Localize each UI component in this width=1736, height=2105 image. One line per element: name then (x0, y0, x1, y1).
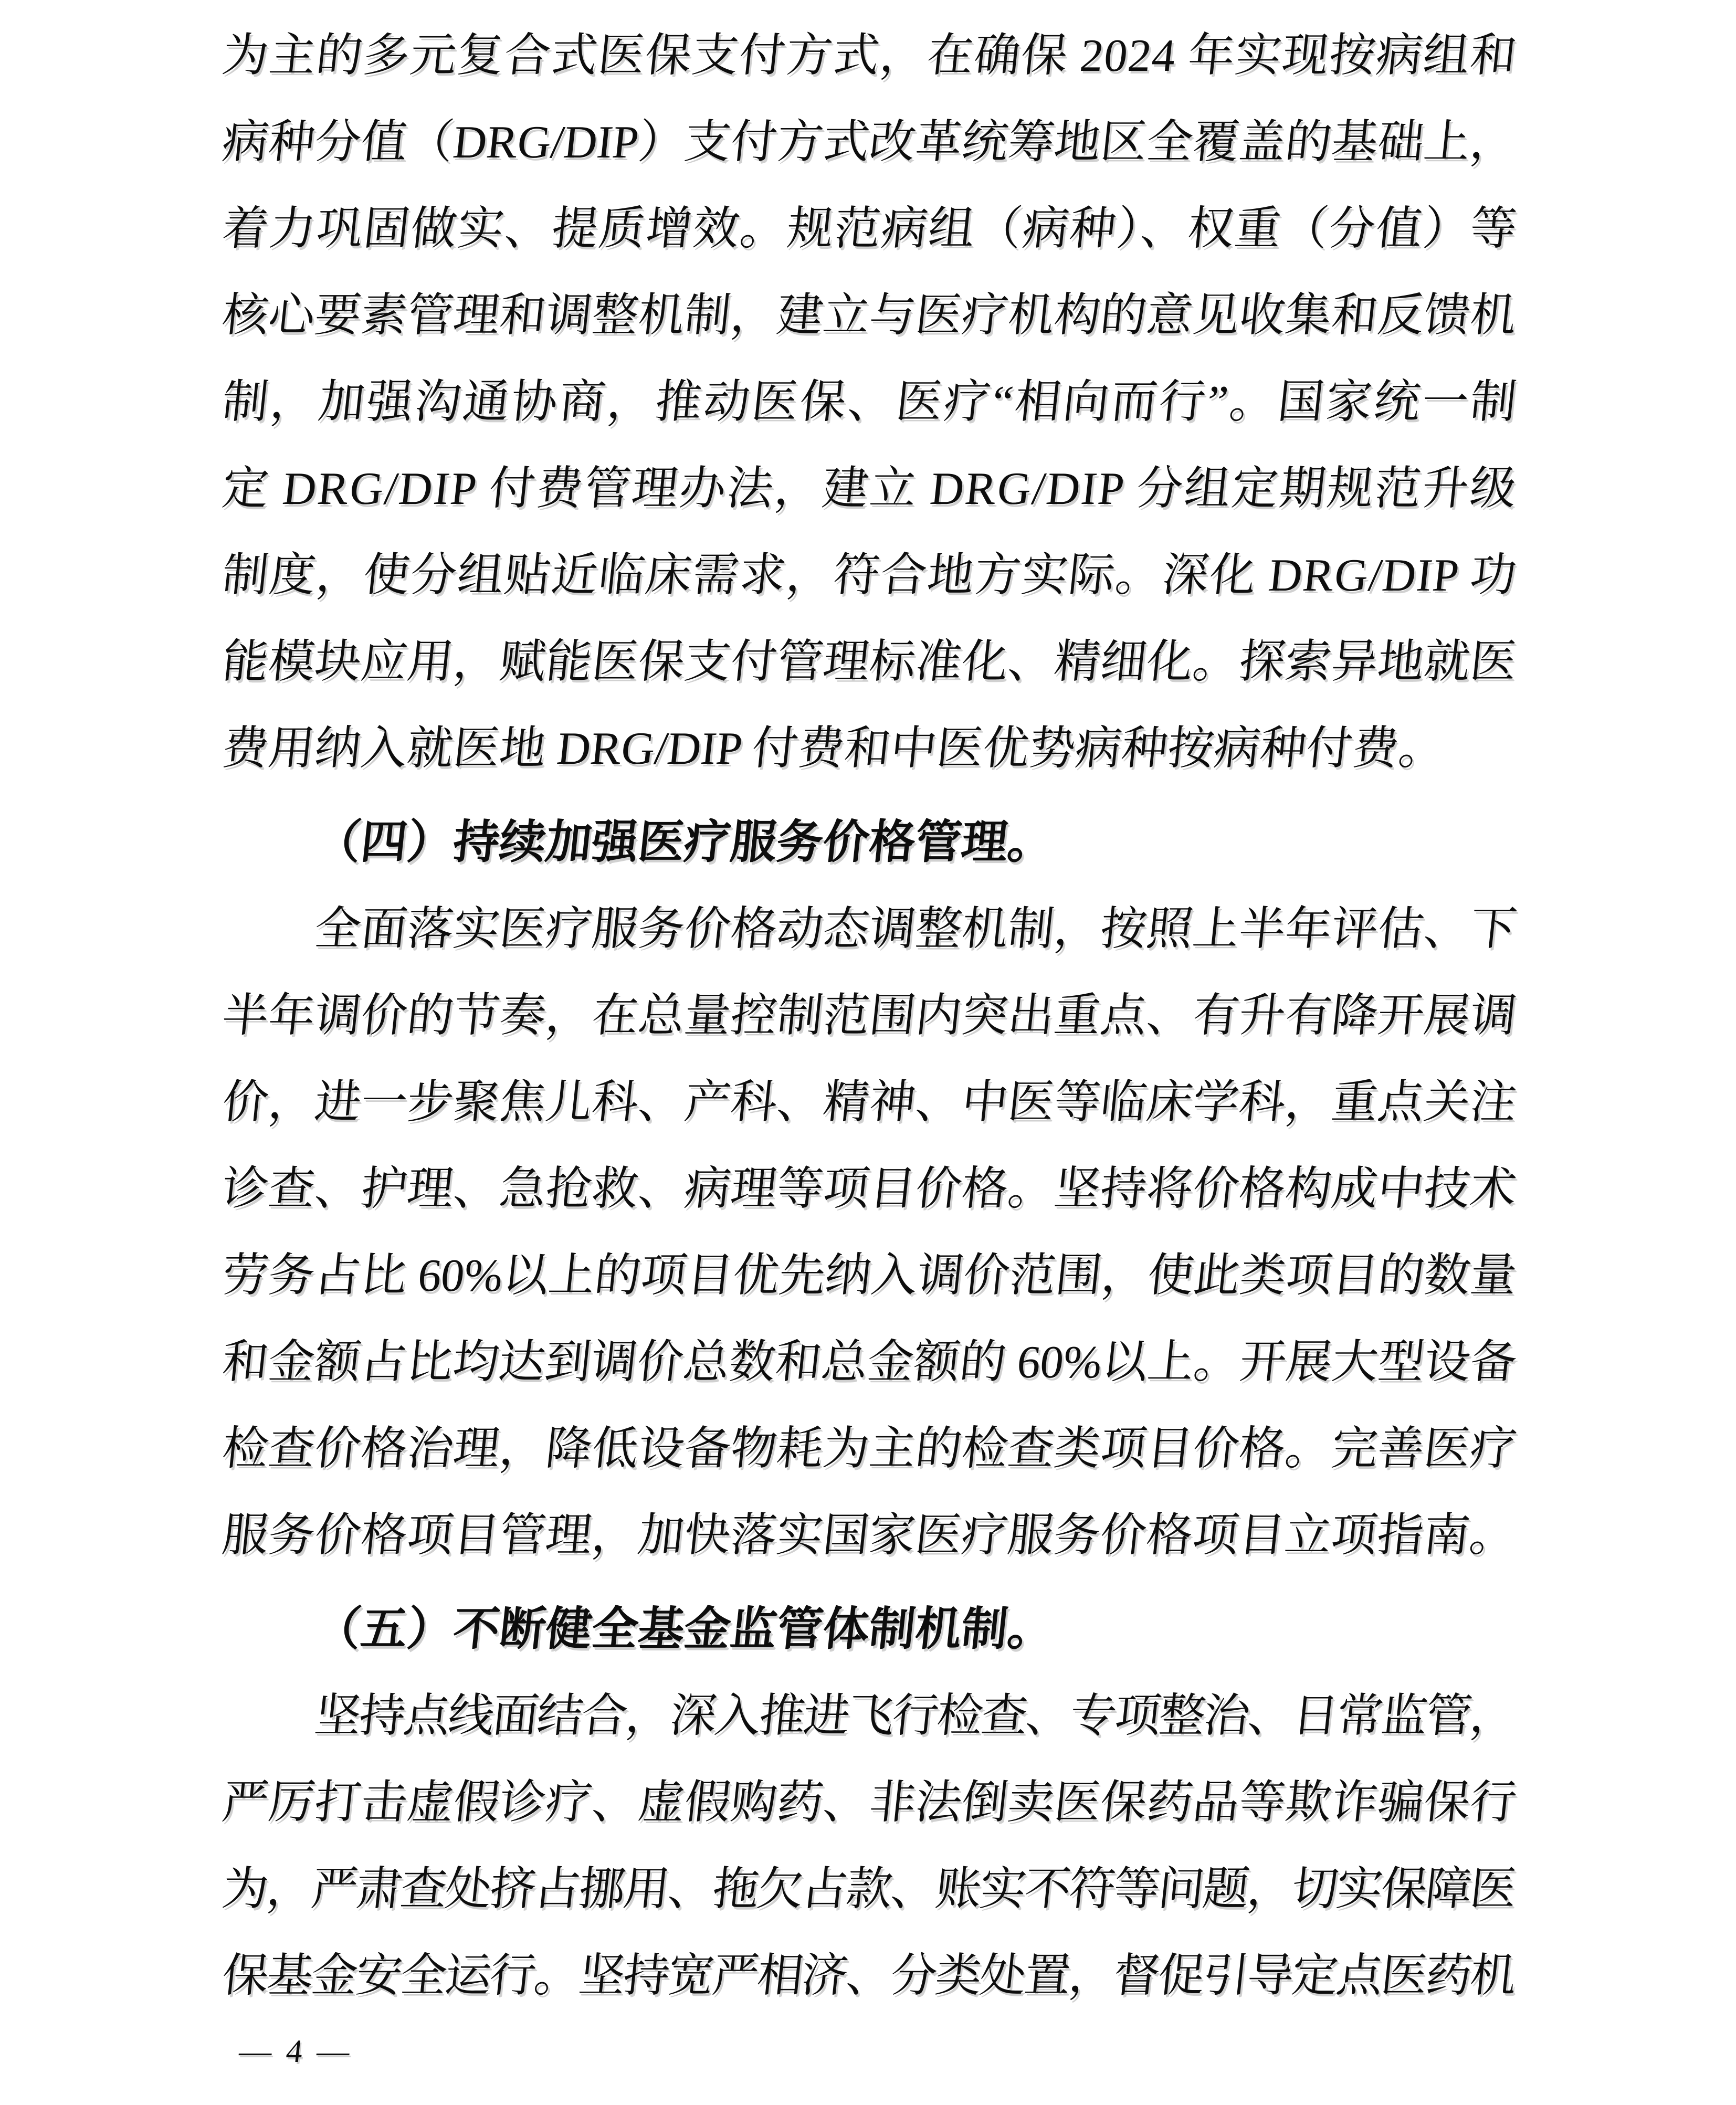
section-heading (218, 1586, 1521, 1673)
line-text: 费用纳入就医地 DRG/DIP 付费和中医优势病种按病种付费。 (219, 723, 1448, 774)
document-text-block (218, 13, 1521, 2019)
text-line (218, 1059, 1521, 1146)
section-heading (218, 799, 1521, 886)
line-text: 和金额占比均达到调价总数和总金额的 60%以上。开展大型设备 (219, 1337, 1519, 1388)
line-text: 检查价格治理，降低设备物耗为主的检查类项目价格。完善医疗 (219, 1424, 1519, 1475)
text-line (218, 1760, 1521, 1846)
text-line (218, 973, 1521, 1059)
page-number: — 4 — (237, 2034, 355, 2069)
line-text: 病种分值（DRG/DIP）支付方式改革统筹地区全覆盖的基础上， (219, 117, 1519, 168)
line-text: 着力巩固做实、提质增效。规范病组（病种）、权重（分值）等 (219, 204, 1520, 255)
line-text: 为主的多元复合式医保支付方式，在确保 2024 年实现按病组和 (219, 30, 1520, 81)
line-text: 制，加强沟通协商，推动医保、医疗“相向而行”。国家统一制 (219, 377, 1521, 428)
text-line (218, 1233, 1521, 1319)
text-line (218, 1846, 1521, 1933)
line-text: 为，严肃查处挤占挪用、拖欠占款、账实不符等问题，切实保障医 (219, 1864, 1518, 1915)
line-text: 严厉打击虚假诊疗、虚假购药、非法倒卖医保药品等欺诈骗保行 (219, 1777, 1519, 1828)
line-text: 定 DRG/DIP 付费管理办法，建立 DRG/DIP 分组定期规范升级 (219, 464, 1521, 514)
text-line (218, 886, 1521, 973)
line-text: 能模块应用，赋能医保支付管理标准化、精细化。探索异地就医 (219, 637, 1519, 688)
line-text: 保基金安全运行。坚持宽严相济、分类处置，督促引导定点医药机 (219, 1951, 1518, 2002)
text-line (218, 1933, 1521, 2019)
text-line (218, 706, 1521, 792)
text-line (218, 99, 1521, 186)
text-line (218, 1319, 1521, 1406)
line-text: 核心要素管理和调整机制，建立与医疗机构的意见收集和反馈机 (219, 290, 1519, 341)
line-text: 服务价格项目管理，加快落实国家医疗服务价格项目立项指南。 (219, 1510, 1519, 1561)
text-line (218, 1146, 1521, 1233)
line-text: 坚持点线面结合，深入推进飞行检查、专项整治、日常监管， (312, 1691, 1518, 1742)
text-line (218, 1673, 1521, 1760)
text-line (218, 13, 1521, 99)
line-text: （四）持续加强医疗服务价格管理。 (312, 817, 1057, 868)
text-line (218, 359, 1521, 446)
line-text: 制度，使分组贴近临床需求，符合地方实际。深化 DRG/DIP 功 (219, 550, 1520, 601)
line-text: （五）不断健全基金监管体制机制。 (312, 1604, 1057, 1655)
text-line (218, 186, 1521, 272)
text-line (218, 272, 1521, 359)
text-line (218, 1406, 1521, 1492)
text-line (218, 446, 1521, 532)
line-text: 诊查、护理、急抢救、病理等项目价格。坚持将价格构成中技术 (219, 1164, 1519, 1215)
text-line (218, 619, 1521, 706)
line-text: 劳务占比 60%以上的项目优先纳入调价范围，使此类项目的数量 (219, 1250, 1519, 1301)
line-text: 价，进一步聚焦儿科、产科、精神、中医等临床学科，重点关注 (219, 1077, 1519, 1128)
line-text: 全面落实医疗服务价格动态调整机制，按照上半年评估、下 (312, 904, 1519, 955)
line-text: 半年调价的节奏，在总量控制范围内突出重点、有升有降开展调 (219, 991, 1519, 1041)
text-line (218, 532, 1521, 619)
text-line (218, 1492, 1521, 1579)
